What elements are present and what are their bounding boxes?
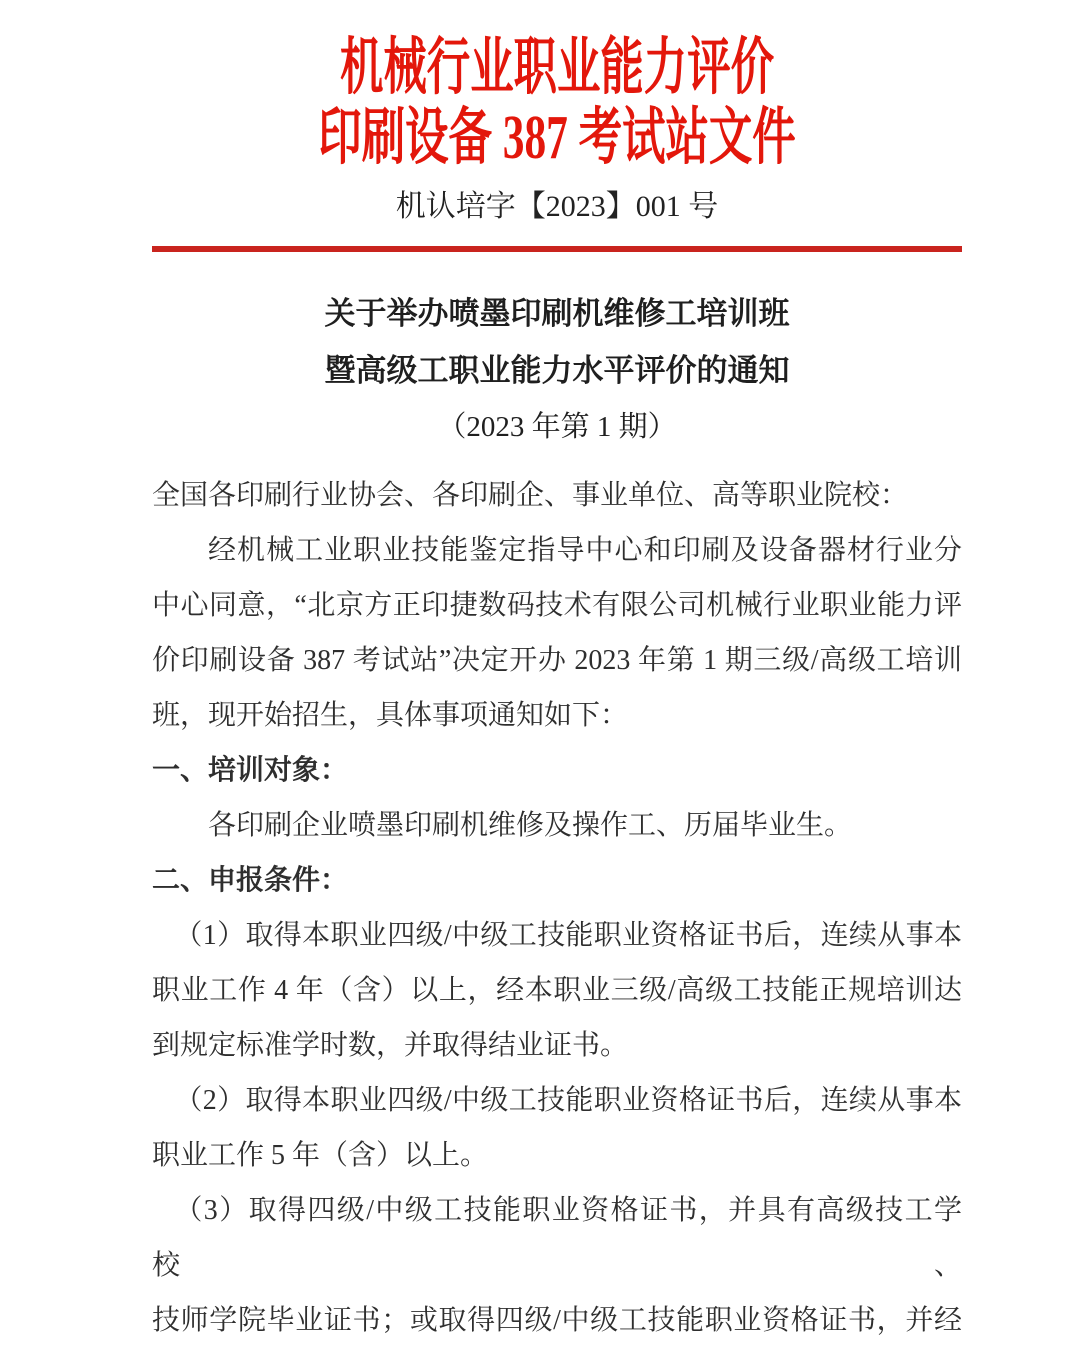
- red-rule-divider: [152, 246, 962, 252]
- notice-title: [152, 285, 962, 456]
- section1-heading: 一、培训对象：: [152, 755, 349, 786]
- notice-title-line1: 关于举办喷墨印刷机维修工培训班: [324, 296, 790, 331]
- condition-item1-line: 职业工作 4 年（含）以上，经本职业三级/高级工技能正规培训达: [152, 975, 962, 1006]
- salutation-line: 全国各印刷行业协会、各印刷企、事业单位、高等职业院校：: [152, 480, 909, 511]
- document-number: 机认培字【2023】001 号: [395, 190, 719, 223]
- notice-body: [152, 468, 962, 1348]
- letterhead-title-line2: 印刷设备 387 考试站文件: [318, 104, 796, 172]
- notice-title-line2: 暨高级工职业能力水平评价的通知: [324, 353, 790, 388]
- section2-heading: 二、申报条件：: [152, 865, 349, 896]
- letterhead: [152, 33, 962, 252]
- notice-issue-number: （2023 年第 1 期）: [437, 411, 677, 443]
- condition-item3-line: 技师学院毕业证书；或取得四级/中级工技能职业资格证书，并经: [152, 1305, 962, 1336]
- section1-text: 各印刷企业喷墨印刷机维修及操作工、历届毕业生。: [208, 810, 853, 841]
- condition-item1-line: （1）取得本职业四级/中级工技能职业资格证书后，连续从事本: [174, 920, 962, 951]
- intro-line: 班，现开始招生，具体事项通知如下：: [152, 700, 629, 731]
- condition-item3-line: （3）取得四级/中级工技能职业资格证书，并具有高级技工学校、: [152, 1195, 962, 1281]
- intro-line: 价印刷设备 387 考试站”决定开办 2023 年第 1 期三级/高级工培训: [152, 645, 962, 676]
- letterhead-title-line1: 机械行业职业能力评价: [339, 34, 774, 102]
- intro-line: 中心同意，“北京方正印捷数码技术有限公司机械行业职业能力评: [152, 590, 962, 621]
- condition-item2-line: （2）取得本职业四级/中级工技能职业资格证书后，连续从事本: [174, 1085, 962, 1116]
- condition-item2-line: 职业工作 5 年（含）以上。: [152, 1140, 489, 1171]
- condition-item1-line: 到规定标准学时数，并取得结业证书。: [152, 1030, 629, 1061]
- document-content: [152, 33, 962, 1348]
- intro-line: 经机械工业职业技能鉴定指导中心和印刷及设备器材行业分: [208, 535, 962, 566]
